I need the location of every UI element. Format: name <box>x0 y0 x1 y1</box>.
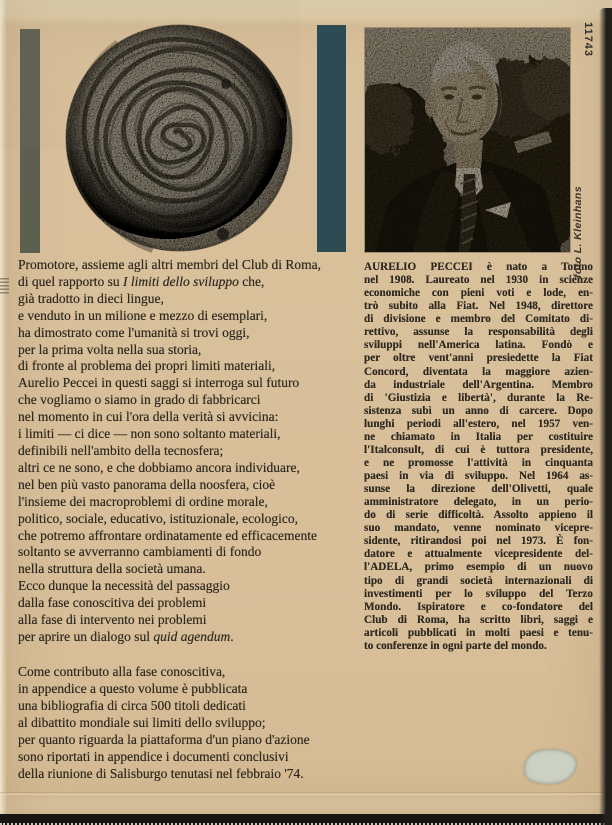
text-line: al dibattito mondiale sui limiti dello sviluppo; <box>18 715 266 730</box>
text-line: che potremo affrontare ordinatamente ed efficacemente <box>18 527 317 543</box>
text-line: economiche con pieni voti e lode, en- <box>364 287 593 300</box>
text-line: Ecco dunque la necessità del passaggio <box>18 578 230 594</box>
text-line: Aurelio Peccei in questi saggi si interroga sul futuro <box>18 375 300 391</box>
text-line: l'ADELA, primo esempio di un nuovo <box>364 561 593 574</box>
spiral-artwork <box>58 21 300 257</box>
text-line: Promotore, assieme agli altri membri del Club di Roma, <box>18 257 321 272</box>
text-line: da industriale dell'Argentina. Membro <box>364 378 593 391</box>
text-line: datore e attualmente vicepresidente del- <box>364 548 593 561</box>
text-line: Come contributo alla fase conoscitiva, <box>18 664 226 679</box>
text-line: Concord, diventata la maggiore azien- <box>364 365 593 378</box>
text-line: per aprire un dialogo sul quid agendum. <box>18 628 234 644</box>
text-line: politico, sociale, educativo, istituzionale, ecologico, <box>18 510 299 526</box>
text-line: AURELIO PECCEI è nato a Torino <box>364 261 593 273</box>
text-line: dalla fase conoscitiva dei problemi <box>18 595 207 611</box>
text-line: una bibliografia di circa 500 titoli dedicati <box>18 698 246 713</box>
portrait-photo <box>365 28 570 252</box>
text-line: ne chiamato in Italia per costituire <box>364 430 593 443</box>
text-line: già tradotto in dieci lingue, <box>18 290 164 306</box>
print-fragment <box>0 278 9 294</box>
text-line: della riunione di Salisburgo tenutasi nel febbraio '74. <box>18 766 304 781</box>
text-line: per la prima volta nella sua storia, <box>18 341 202 357</box>
text-line: che vogliamo o siamo in grado di fabbricarci <box>18 392 261 408</box>
text-line: altri ce ne sono, e che dobbiamo ancora individuare, <box>18 459 300 475</box>
text-line: amministratore delegato, in un perio- <box>364 496 593 509</box>
text-line: suo mandato, venne nominato vicepre- <box>364 522 593 535</box>
text-line: ha dimostrato come l'umanità si trovi oggi, <box>18 324 250 340</box>
text-line: articoli pubblicati in molti paesi e tenu- <box>364 626 593 639</box>
text-line: tipo di grandi società internazionali di <box>364 574 593 587</box>
text-line: in appendice a questo volume è pubblicata <box>18 681 248 696</box>
text-line: trò subito alla Fiat. Nel 1948, direttore <box>364 300 593 313</box>
text-line: paesi in via di sviluppo. Nel 1964 as- <box>364 470 593 482</box>
text-line: do di serie difficoltà. Assolto appieno il <box>364 509 593 522</box>
text-line: sistenza subì un anno di carcere. Dopo <box>364 404 593 417</box>
text-line: per quanto riguarda la piattaforma d'un piano d'azione <box>18 732 310 747</box>
text-line: definibili nell'ambito della tecnosfera; <box>18 442 224 458</box>
label-remnant <box>523 748 578 786</box>
text-line: di 'Giustizia e libertà', durante la Re- <box>364 391 593 404</box>
page-left-edge <box>0 0 7 825</box>
text-line: per oltre vent'anni presiedette la Fiat <box>364 352 593 365</box>
teal-bar-decoration <box>317 25 346 252</box>
page-right-edge <box>599 8 612 825</box>
text-line: Mondo. Ispiratore e co-fondatore del <box>364 600 593 613</box>
text-line: lunghi periodi all'estero, nel 1957 ven- <box>364 417 593 430</box>
text-line: nel 1908. Laureato nel 1930 in scienze <box>364 274 593 287</box>
photo-credit: foto L. Kleinhans <box>572 186 584 278</box>
catalog-number: 11743 <box>582 22 594 57</box>
text-line: l'Italconsult, di cui è tuttora presidente, <box>364 443 593 456</box>
text-line: sono riportati in appendice i documenti conclusivi <box>18 749 289 764</box>
text-line: Club di Roma, ha scritto libri, saggi e <box>364 613 593 626</box>
text-line: sidente, ritirandosi poi nel 1973. È fon- <box>364 535 593 548</box>
intro-paragraph <box>18 257 370 646</box>
appendix-note-paragraph <box>18 663 370 782</box>
text-line: soltanto se avverranno cambiamenti di fondo <box>18 544 262 560</box>
text-line: di fronte al problema dei propri limiti materiali, <box>18 358 276 374</box>
text-line: sunse la direzione dell'Olivetti, quale <box>364 483 593 496</box>
text-line: di quel rapporto su I limiti dello sviluppo che, <box>18 273 265 289</box>
text-line: i limiti — ci dice — non sono soltanto materiali, <box>18 426 281 442</box>
text-line: to conferenze in ogni parte del mondo. <box>364 639 547 652</box>
text-line: rettivo, assunse la responsabilità degli <box>364 326 593 339</box>
text-line: sviluppi nell'America latina. Fondò e <box>364 339 593 352</box>
text-line: e venduto in un milione e mezzo di esemplari, <box>18 307 268 323</box>
cover-crease <box>0 792 612 795</box>
text-line: nel ben più vasto panorama della noosfera, cioè <box>18 476 276 492</box>
text-line: nella struttura della società umana. <box>18 561 206 577</box>
text-line: e ne promosse l'attività in cinquanta <box>364 456 593 469</box>
text-line: di divisione e membro del Comitato di- <box>364 313 593 326</box>
text-line: l'insieme dei macroproblemi di ordine morale, <box>18 493 268 509</box>
text-line: investimenti per lo sviluppo del Terzo <box>364 587 593 600</box>
biography-paragraph <box>364 261 593 653</box>
olive-bar-decoration <box>20 29 40 253</box>
page-bottom-edge <box>0 814 612 825</box>
text-line: alla fase di intervento nei problemi <box>18 612 207 628</box>
text-line: nel momento in cui l'ora della verità si avvicina: <box>18 409 279 425</box>
